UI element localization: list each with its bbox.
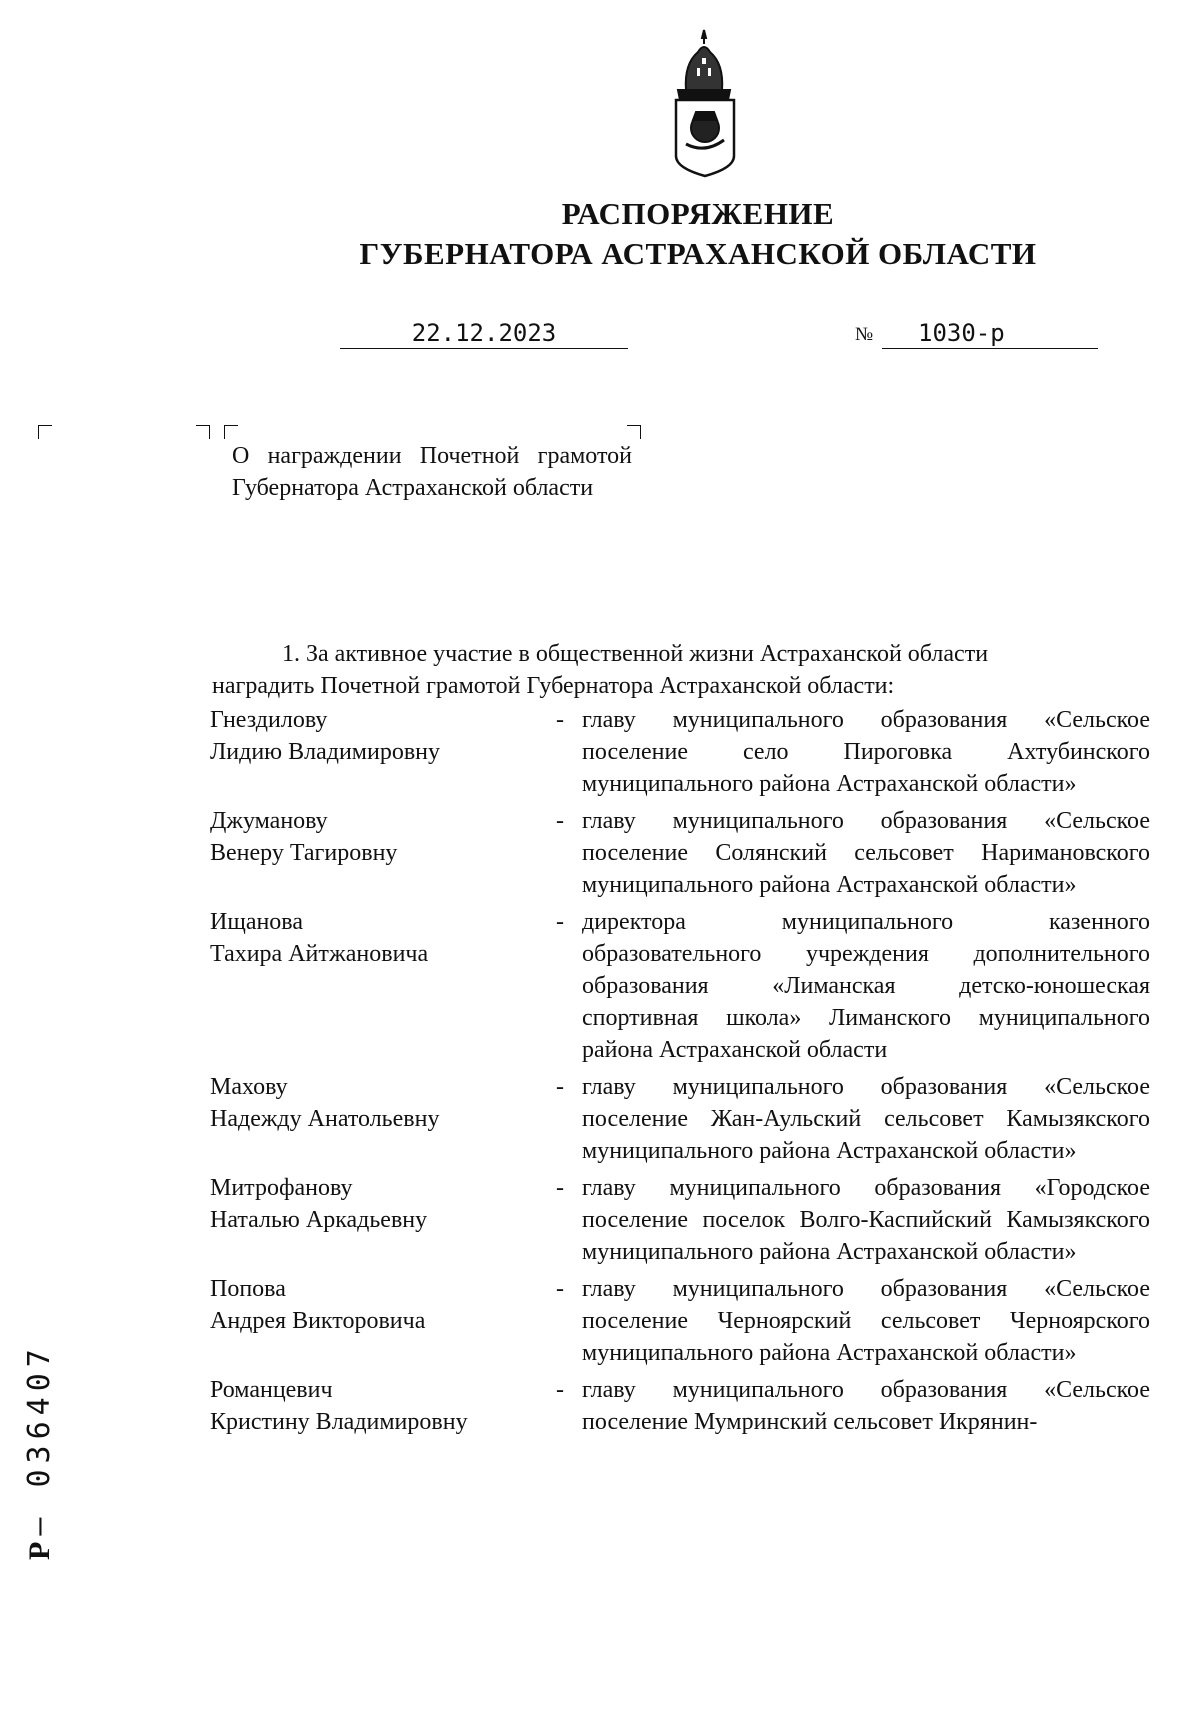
dash-separator: -: [556, 808, 564, 834]
awardee-entry: [210, 704, 1160, 800]
awardee-surname: Романцевич: [210, 1377, 333, 1403]
awardee-name: [210, 1071, 540, 1135]
awardee-entry: [210, 805, 1160, 901]
awardee-given-names: Кристину Владимировну: [210, 1409, 468, 1435]
awardee-given-names: Лидию Владимировну: [210, 739, 441, 765]
awardee-position: директора муниципального казенного образовательного учреждения дополнительного образования «Лиманская детско-юношеская спортивная школа» Лиманского муниципального района Астраханской области: [582, 909, 1150, 1063]
awardee-position: главу муниципального образования «Сельское поселение Черноярский сельсовет Черноярского муниципального района Астраханской области»: [582, 1276, 1150, 1366]
dash-separator: -: [556, 1074, 564, 1100]
number-label: №: [855, 324, 874, 345]
corner-mark: [38, 425, 52, 439]
awardee-surname: Джуманову: [210, 808, 328, 834]
corner-mark: [224, 425, 238, 439]
paragraph-1-lead: 1. За активное участие в общественной жизни Астраханской области: [282, 641, 989, 667]
awardee-surname: Митрофанову: [210, 1175, 353, 1201]
form-serial-number: [22, 1260, 62, 1560]
awardee-surname: Ищанова: [210, 909, 303, 935]
coat-of-arms-icon: [664, 28, 746, 178]
awardee-position: главу муниципального образования «Сельское поселение Жан-Аульский сельсовет Камызякского муниципального района Астраханской области»: [582, 1074, 1150, 1164]
awardee-entry: [210, 906, 1160, 1066]
document-title: [0, 194, 1200, 274]
awardee-position: главу муниципального образования «Сельское поселение Мумринский сельсовет Икрянин-: [582, 1377, 1150, 1435]
dash-separator: -: [556, 707, 564, 733]
title-line-2: ГУБЕРНАТОРА АСТРАХАНСКОЙ ОБЛАСТИ: [359, 236, 1037, 271]
awardee-name: [210, 704, 540, 768]
awardee-list: [210, 704, 1160, 1443]
awardee-position: главу муниципального образования «Городское поселение поселок Волго-Каспийский Камызякского муниципального района Астраханской области»: [582, 1175, 1150, 1265]
document-number: 1030-р: [882, 318, 1098, 349]
awardee-surname: Попова: [210, 1276, 286, 1302]
awardee-position: главу муниципального образования «Сельское поселение село Пироговка Ахтубинского муниципального района Астраханской области»: [582, 707, 1150, 797]
title-line-1: РАСПОРЯЖЕНИЕ: [561, 196, 835, 231]
document-subject: О награждении Почетной грамотой Губернатора Астраханской области: [232, 443, 632, 501]
awardee-given-names: Надежду Анатольевну: [210, 1106, 440, 1132]
awardee-surname: Гнездилову: [210, 707, 328, 733]
awardee-name: [210, 1273, 540, 1337]
awardee-entry: [210, 1374, 1160, 1438]
paragraph-1-continuation: наградить Почетной грамотой Губернатора Астраханской области:: [212, 673, 895, 699]
awardee-entry: [210, 1172, 1160, 1268]
awardee-given-names: Наталью Аркадьевну: [210, 1207, 428, 1233]
serial-prefix: Р: [23, 1535, 56, 1560]
awardee-name: [210, 805, 540, 869]
paragraph-1: [212, 638, 1152, 702]
awardee-position: главу муниципального образования «Сельское поселение Солянский сельсовет Наримановского муниципального района Астраханской области»: [582, 808, 1150, 898]
document-date: 22.12.2023: [340, 318, 628, 349]
awardee-name: [210, 1374, 540, 1438]
awardee-name: [210, 1172, 540, 1236]
corner-mark: [627, 425, 641, 439]
awardee-entry: [210, 1071, 1160, 1167]
awardee-surname: Махову: [210, 1074, 288, 1100]
dash-separator: -: [556, 909, 564, 935]
awardee-given-names: Тахира Айтжановича: [210, 941, 429, 967]
dash-separator: -: [556, 1377, 564, 1403]
dash-separator: -: [556, 1175, 564, 1201]
awardee-given-names: Андрея Викторовича: [210, 1308, 426, 1334]
awardee-entry: [210, 1273, 1160, 1369]
serial-digits: – 036407: [22, 1343, 57, 1536]
dash-separator: -: [556, 1276, 564, 1302]
awardee-given-names: Венеру Тагировну: [210, 840, 398, 866]
corner-mark: [196, 425, 210, 439]
awardee-name: [210, 906, 540, 970]
